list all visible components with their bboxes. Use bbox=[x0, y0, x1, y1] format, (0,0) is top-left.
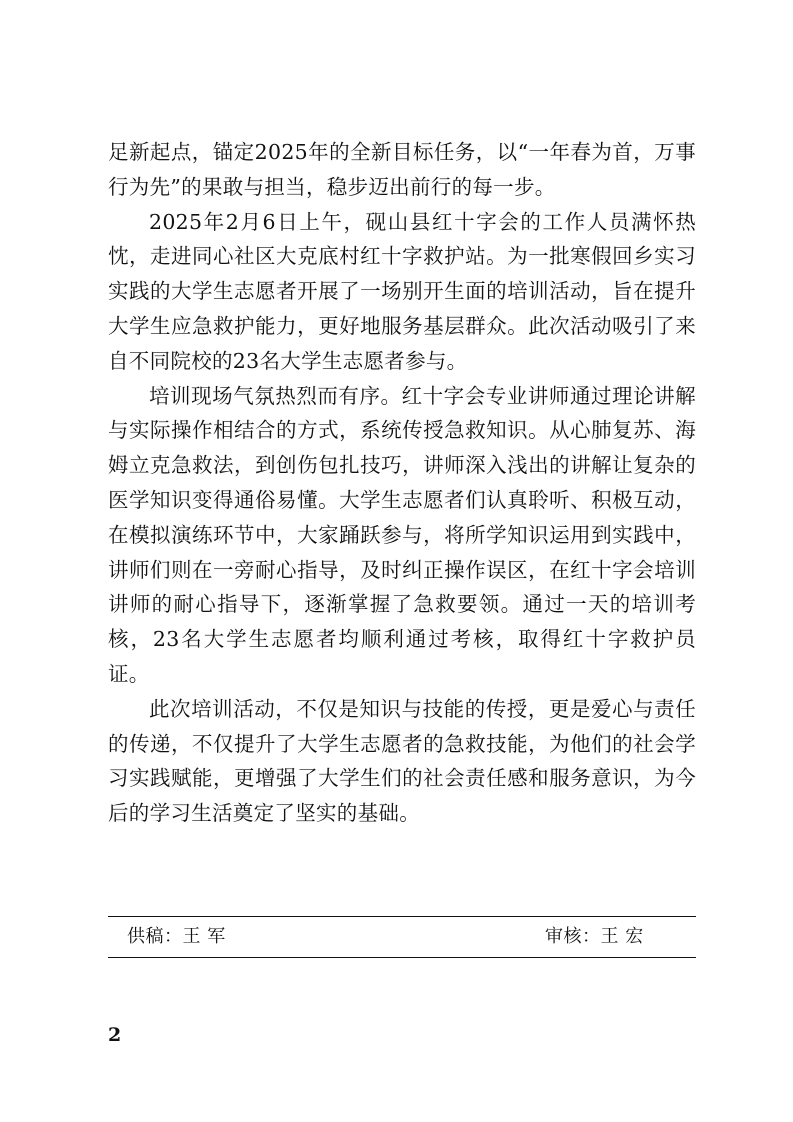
footer-top-rule bbox=[108, 916, 696, 917]
contributor-credit: 供稿：王 军 bbox=[127, 926, 226, 947]
paragraph-event-intro: 2025年2月6日上午，砚山县红十字会的工作人员满怀热忱，走进同心社区大克底村红十字救护站。为一批寒假回乡实习实践的大学生志愿者开展了一场别开生面的培训活动，旨在提升大学生应急救护能力，更好地服务基层群众。此次活动吸引了来自不同院校的23名大学生志愿者参与。 bbox=[108, 209, 696, 373]
footer-bottom-rule bbox=[108, 957, 696, 958]
paragraph-continuation: 足新起点，锚定2025年的全新目标任务，以“一年春为首，万事行为先”的果敢与担当，稳步迈出前行的每一步。 bbox=[108, 140, 696, 199]
reviewer-credit: 审核：王 宏 bbox=[545, 926, 644, 947]
paragraph-conclusion: 此次培训活动，不仅是知识与技能的传授，更是爱心与责任的传递，不仅提升了大学生志愿者的急救技能，为他们的社会学习实践赋能，更增强了大学生们的社会责任感和服务意识，为今后的学习生活奠定了坚实的基础。 bbox=[108, 696, 696, 826]
article-body bbox=[108, 135, 696, 831]
page-number: 2 bbox=[108, 1024, 122, 1046]
paragraph-training-scene: 培训现场气氛热烈而有序。红十字会专业讲师通过理论讲解与实际操作相结合的方式，系统传授急救知识。从心肺复苏、海姆立克急救法，到创伤包扎技巧，讲师深入浅出的讲解让复杂的医学知识变得通俗易懂。大学生志愿者们认真聆听、积极互动，在模拟演练环节中，大家踊跃参与，将所学知识运用到实践中，讲师们则在一旁耐心指导，及时纠正操作误区，在红十字会培训讲师的耐心指导下，逐渐掌握了急救要领。通过一天的培训考核，23名大学生志愿者均顺利通过考核，取得红十字救护员证。 bbox=[108, 383, 696, 686]
